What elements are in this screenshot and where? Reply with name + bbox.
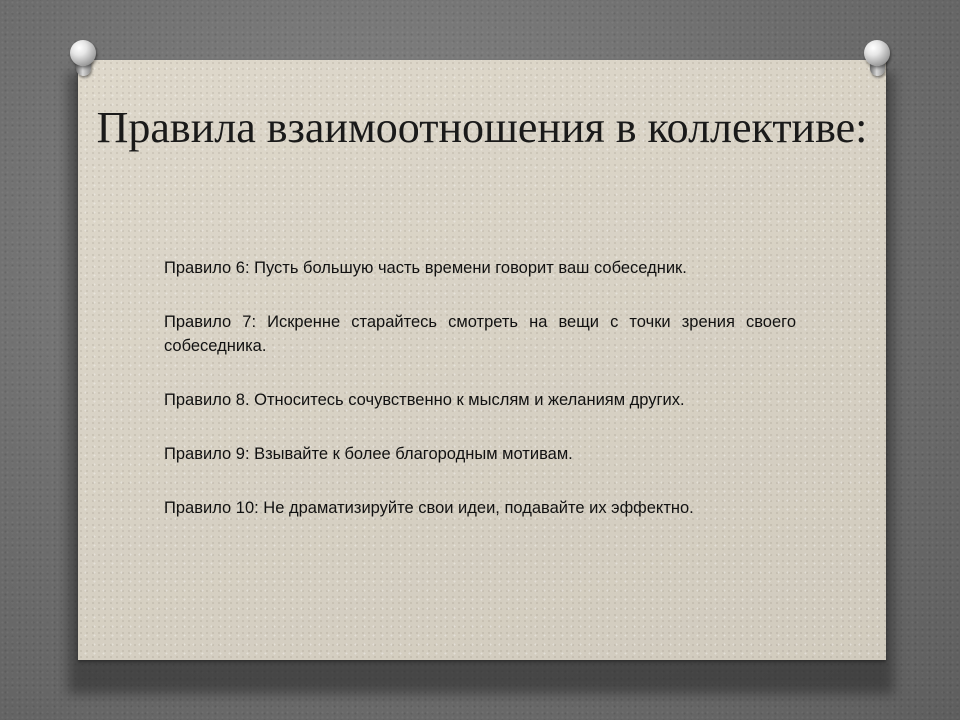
- pushpin-icon: [70, 40, 96, 80]
- rule-item: Правило 9: Взывайте к более благородным мотивам.: [164, 445, 573, 463]
- rule-item: Правило 10: Не драматизируйте свои идеи, подавайте их эффектно.: [164, 499, 694, 517]
- pushpin-icon: [864, 40, 890, 80]
- slide-title: Правила взаимоотношения в коллективе:: [96, 103, 868, 152]
- rule-item: Правило 8. Относитесь сочувственно к мыслям и желаниям других.: [164, 391, 685, 409]
- rules-list: [164, 256, 796, 550]
- rule-item: Правило 7: Искренне старайтесь смотреть на вещи с точки зрения своего собеседника.: [164, 313, 796, 355]
- rule-item: Правило 6: Пусть большую часть времени говорит ваш собеседник.: [164, 259, 687, 277]
